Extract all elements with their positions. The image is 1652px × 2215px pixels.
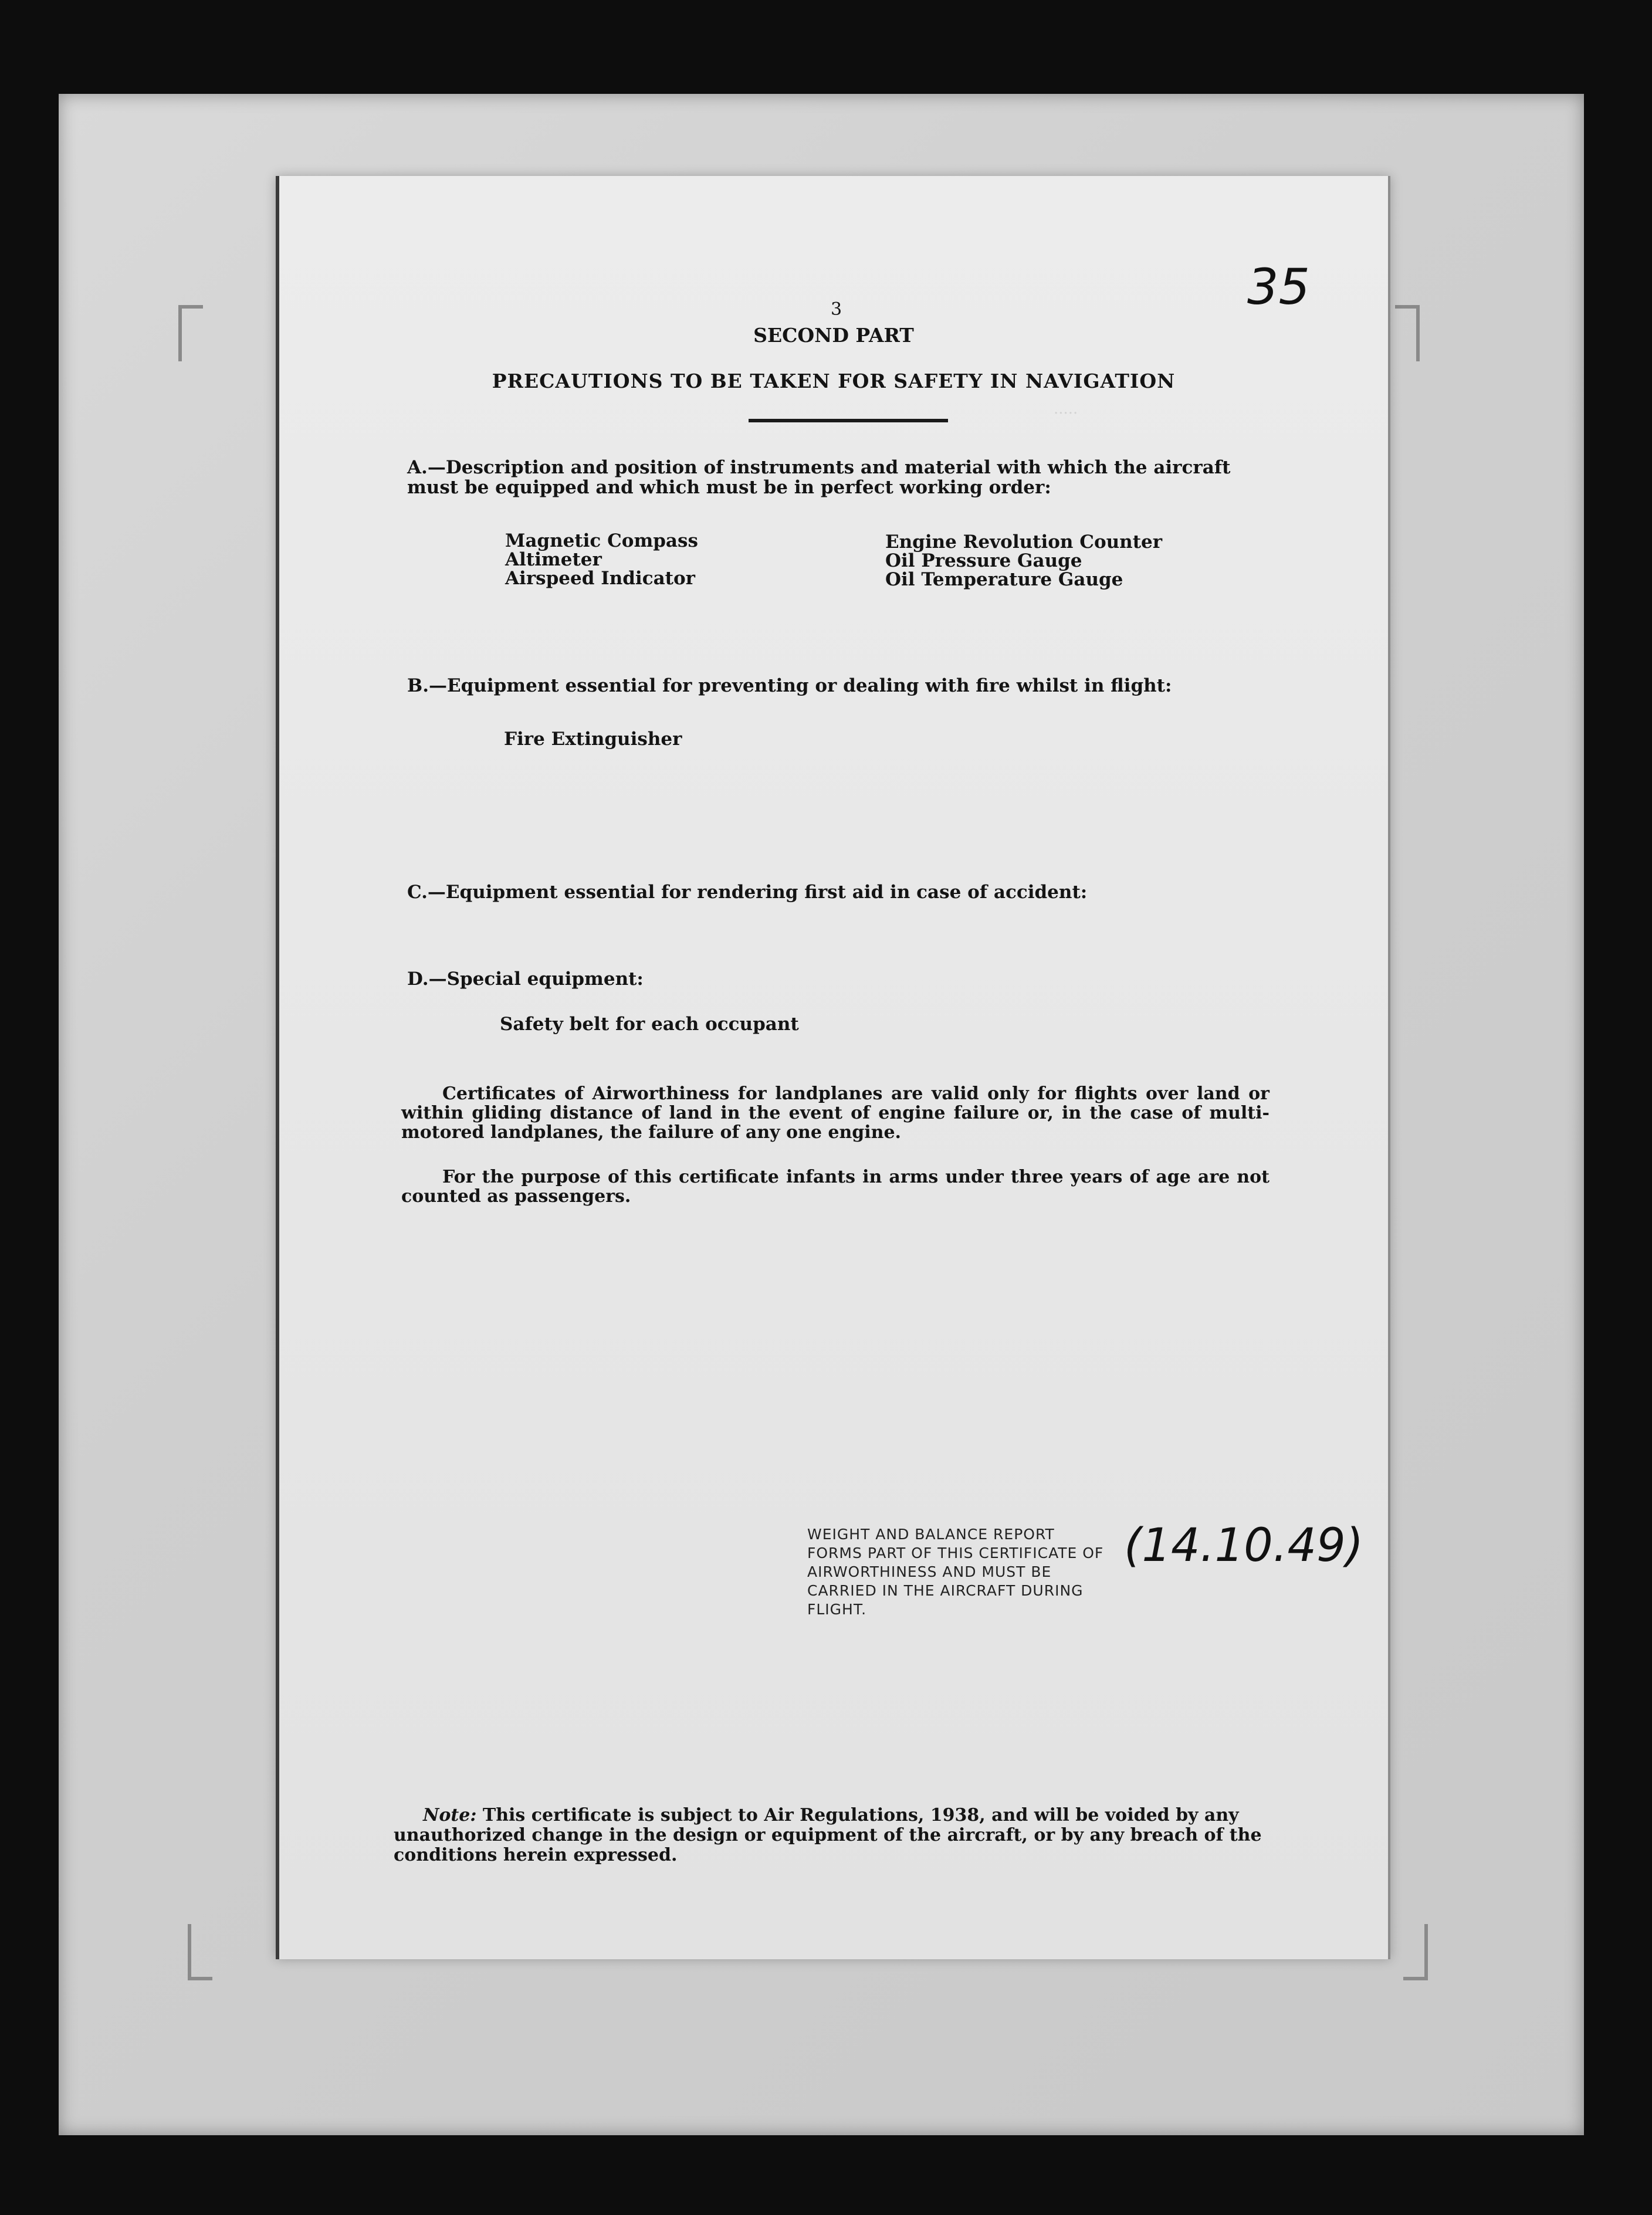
instrument-item: Magnetic Compass	[505, 530, 698, 551]
page-heading: PRECAUTIONS TO BE TAKEN FOR SAFETY IN NAVIGATION	[492, 370, 1176, 392]
weight-balance-stamp: WEIGHT AND BALANCE REPORT FORMS PART OF THIS CERTIFICATE OF AIRWORTHINESS AND MUST BE CARRIED IN THE AIRCRAFT DURING FLIGHT.	[807, 1526, 1104, 1618]
handwritten-date: (14.10.49)	[1124, 1519, 1364, 1572]
regulations-note	[394, 1806, 1274, 1865]
bleed-through-text: ·····	[1054, 405, 1078, 422]
document-page	[276, 176, 1390, 1959]
crop-mark-top-left	[178, 305, 203, 361]
section-c-title: C.—Equipment essential for rendering first aid in case of accident:	[407, 882, 1088, 903]
crop-mark-bottom-left	[188, 1924, 212, 1980]
section-a-title: A.—Description and position of instruments and material with which the aircraft must be equipped and which must be in perfect working order:	[407, 457, 1231, 498]
note-label: Note:	[423, 1805, 477, 1825]
section-b-title: B.—Equipment essential for preventing or dealing with fire whilst in flight:	[407, 675, 1172, 696]
airworthiness-paragraph: Certificates of Airworthiness for landplanes are valid only for flights over land or within gliding distance of land in the event of engine failure or, in the case of multi-motored landplanes, the failure of any one engine.	[401, 1083, 1270, 1143]
section-d-title: D.—Special equipment:	[407, 968, 644, 990]
special-equipment-item: Safety belt for each occupant	[500, 1014, 799, 1035]
note-text: This certificate is subject to Air Regulations, 1938, and will be voided by any unauthorized change in the design or equipment of the aircraft, or by any breach of the conditions herein expressed.	[394, 1805, 1262, 1865]
instrument-item: Oil Pressure Gauge	[885, 550, 1082, 571]
instrument-item: Airspeed Indicator	[505, 568, 695, 589]
instrument-item: Oil Temperature Gauge	[885, 569, 1123, 590]
page-number: 3	[831, 299, 842, 320]
heading-rule	[749, 419, 948, 422]
part-title: SECOND PART	[753, 324, 914, 347]
instrument-item: Engine Revolution Counter	[885, 531, 1163, 553]
folio-number: 35	[1247, 258, 1310, 316]
crop-mark-bottom-right	[1403, 1924, 1428, 1980]
infants-paragraph: For the purpose of this certificate infants in arms under three years of age are not counted as passengers.	[401, 1167, 1270, 1207]
crop-mark-top-right	[1395, 305, 1420, 361]
instrument-item: Altimeter	[505, 549, 602, 570]
fire-equipment-item: Fire Extinguisher	[504, 729, 682, 750]
